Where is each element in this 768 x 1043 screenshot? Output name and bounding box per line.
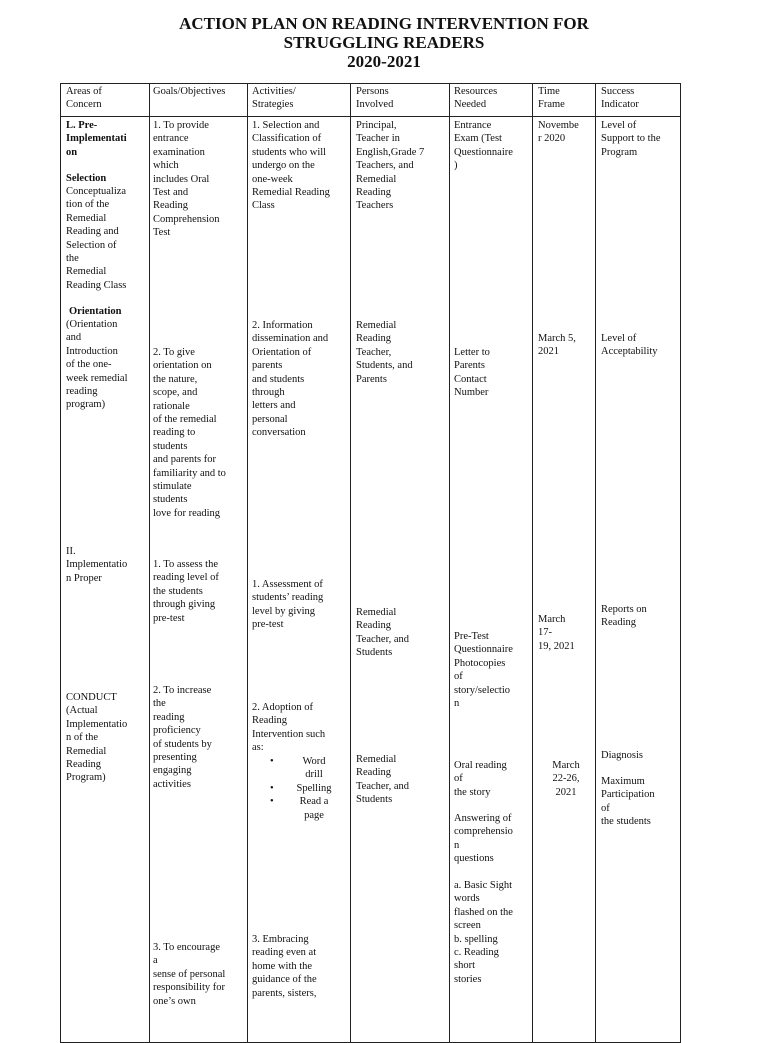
success-maximum-participation: Maximum Participation of the students [601, 776, 655, 828]
activity-information-dissemination: 2. Information dissemination and Orientation of parents and students through letters and personal conversation [252, 320, 329, 439]
resource-oral-reading: Oral reading of the story [454, 760, 507, 798]
goal-assess-reading-level: 1. To assess the reading level of the students through giving pre-test [153, 559, 219, 624]
time-march-5-2021: March 5, 2021 [538, 333, 576, 358]
area-orientation-heading: Orientation [69, 306, 122, 317]
success-level-of-acceptability: Level of Acceptability [601, 333, 658, 358]
bullet-icon: • [270, 796, 274, 808]
column-divider [247, 84, 248, 1042]
header-resources-needed: Resources Needed [454, 86, 498, 111]
header-persons-involved: Persons Involved [356, 86, 394, 111]
goal-increase-proficiency: 2. To increase the reading proficiency of students by presenting engaging activities [153, 685, 212, 790]
activity-embracing-reading: 3. Embracing reading even at home with the guidance of the parents, sisters, [252, 934, 317, 999]
time-march-22-26-2021: March 22-26, 2021 [552, 760, 580, 798]
bullet-icon: • [270, 782, 274, 794]
header-time-frame: Time Frame [538, 86, 565, 111]
success-level-of-support: Level of Support to the Program [601, 120, 661, 158]
column-divider [532, 84, 533, 1042]
document-title-line-1: ACTION PLAN ON READING INTERVENTION FOR [179, 14, 589, 33]
intervention-item: • Word drill [270, 756, 326, 781]
activity-adoption-intervention: 2. Adoption of Reading Intervention such as: [252, 702, 326, 754]
resource-activity-list: a. Basic Sight words flashed on the screen b. spelling c. Reading short stories [454, 880, 513, 985]
area-conduct: CONDUCT (Actual Implementatio n of the Remedial Reading Program) [66, 692, 128, 784]
goal-encourage-responsibility: 3. To encourage a sense of personal responsibility for one’s own [153, 942, 226, 1007]
area-selection-text: Conceptualiza tion of the Remedial Reading and Selection of the Remedial Reading Class [66, 186, 127, 291]
goal-orientation: 2. To give orientation on the nature, scope, and rationale of the remedial reading to students and parents for familiarity and to stimulate students love for reading [153, 347, 226, 519]
area-implementation-proper: II. Implementatio n Proper [66, 546, 128, 584]
document-title-line-2: STRUGGLING READERS [283, 33, 485, 52]
success-reports-on-reading: Reports on Reading [601, 604, 647, 629]
resource-pre-test: Pre-Test Questionnaire Photocopies of story/selectio n [454, 631, 513, 710]
document-title-year: 2020-2021 [347, 52, 421, 71]
persons-selection: Principal, Teacher in English,Grade 7 Teachers, and Remedial Reading Teachers [356, 120, 425, 212]
column-divider [595, 84, 596, 1042]
resource-comprehension-questions: Answering of comprehensio n questions [454, 813, 513, 865]
persons-assessment: Remedial Reading Teacher, and Students [356, 607, 410, 659]
intervention-item: • Read a page [270, 796, 329, 821]
goal-entrance-examination: 1. To provide entrance examination which includes Oral Test and Reading Comprehension Test [153, 120, 220, 239]
header-divider [61, 116, 680, 117]
area-pre-implementation-heading: L. Pre- Implementati on [66, 120, 127, 158]
resource-letter-to-parents: Letter to Parents Contact Number [454, 347, 490, 399]
column-divider [350, 84, 351, 1042]
intervention-list [270, 755, 344, 822]
activity-selection-classification: 1. Selection and Classification of students who will undergo on the one-week Remedial Reading Class [252, 120, 330, 212]
bullet-icon: • [270, 756, 274, 767]
time-november-2020: Novembe r 2020 [538, 120, 579, 145]
action-plan-table [60, 83, 681, 1043]
header-areas-of-concern: Areas of Concern [66, 86, 102, 111]
area-orientation-text: (Orientation and Introduction of the one- week remedial reading program) [66, 319, 128, 411]
activity-assessment: 1. Assessment of students’ reading level by giving pre-test [252, 579, 324, 631]
area-selection-heading: Selection [66, 173, 107, 184]
column-divider [449, 84, 450, 1042]
header-goals-objectives: Goals/Objectives [153, 86, 226, 97]
persons-conduct: Remedial Reading Teacher, and Students [356, 754, 410, 806]
header-success-indicator: Success Indicator [601, 86, 639, 111]
persons-orientation: Remedial Reading Teacher, Students, and Parents [356, 320, 413, 385]
resource-entrance-exam: Entrance Exam (Test Questionnaire ) [454, 120, 513, 172]
time-march-17-19-2021: March 17- 19, 2021 [538, 614, 575, 652]
header-activities-strategies: Activities/ Strategies [252, 86, 296, 111]
column-divider [149, 84, 150, 1042]
intervention-item: • Spelling [270, 782, 332, 794]
success-diagnosis: Diagnosis [601, 750, 643, 761]
